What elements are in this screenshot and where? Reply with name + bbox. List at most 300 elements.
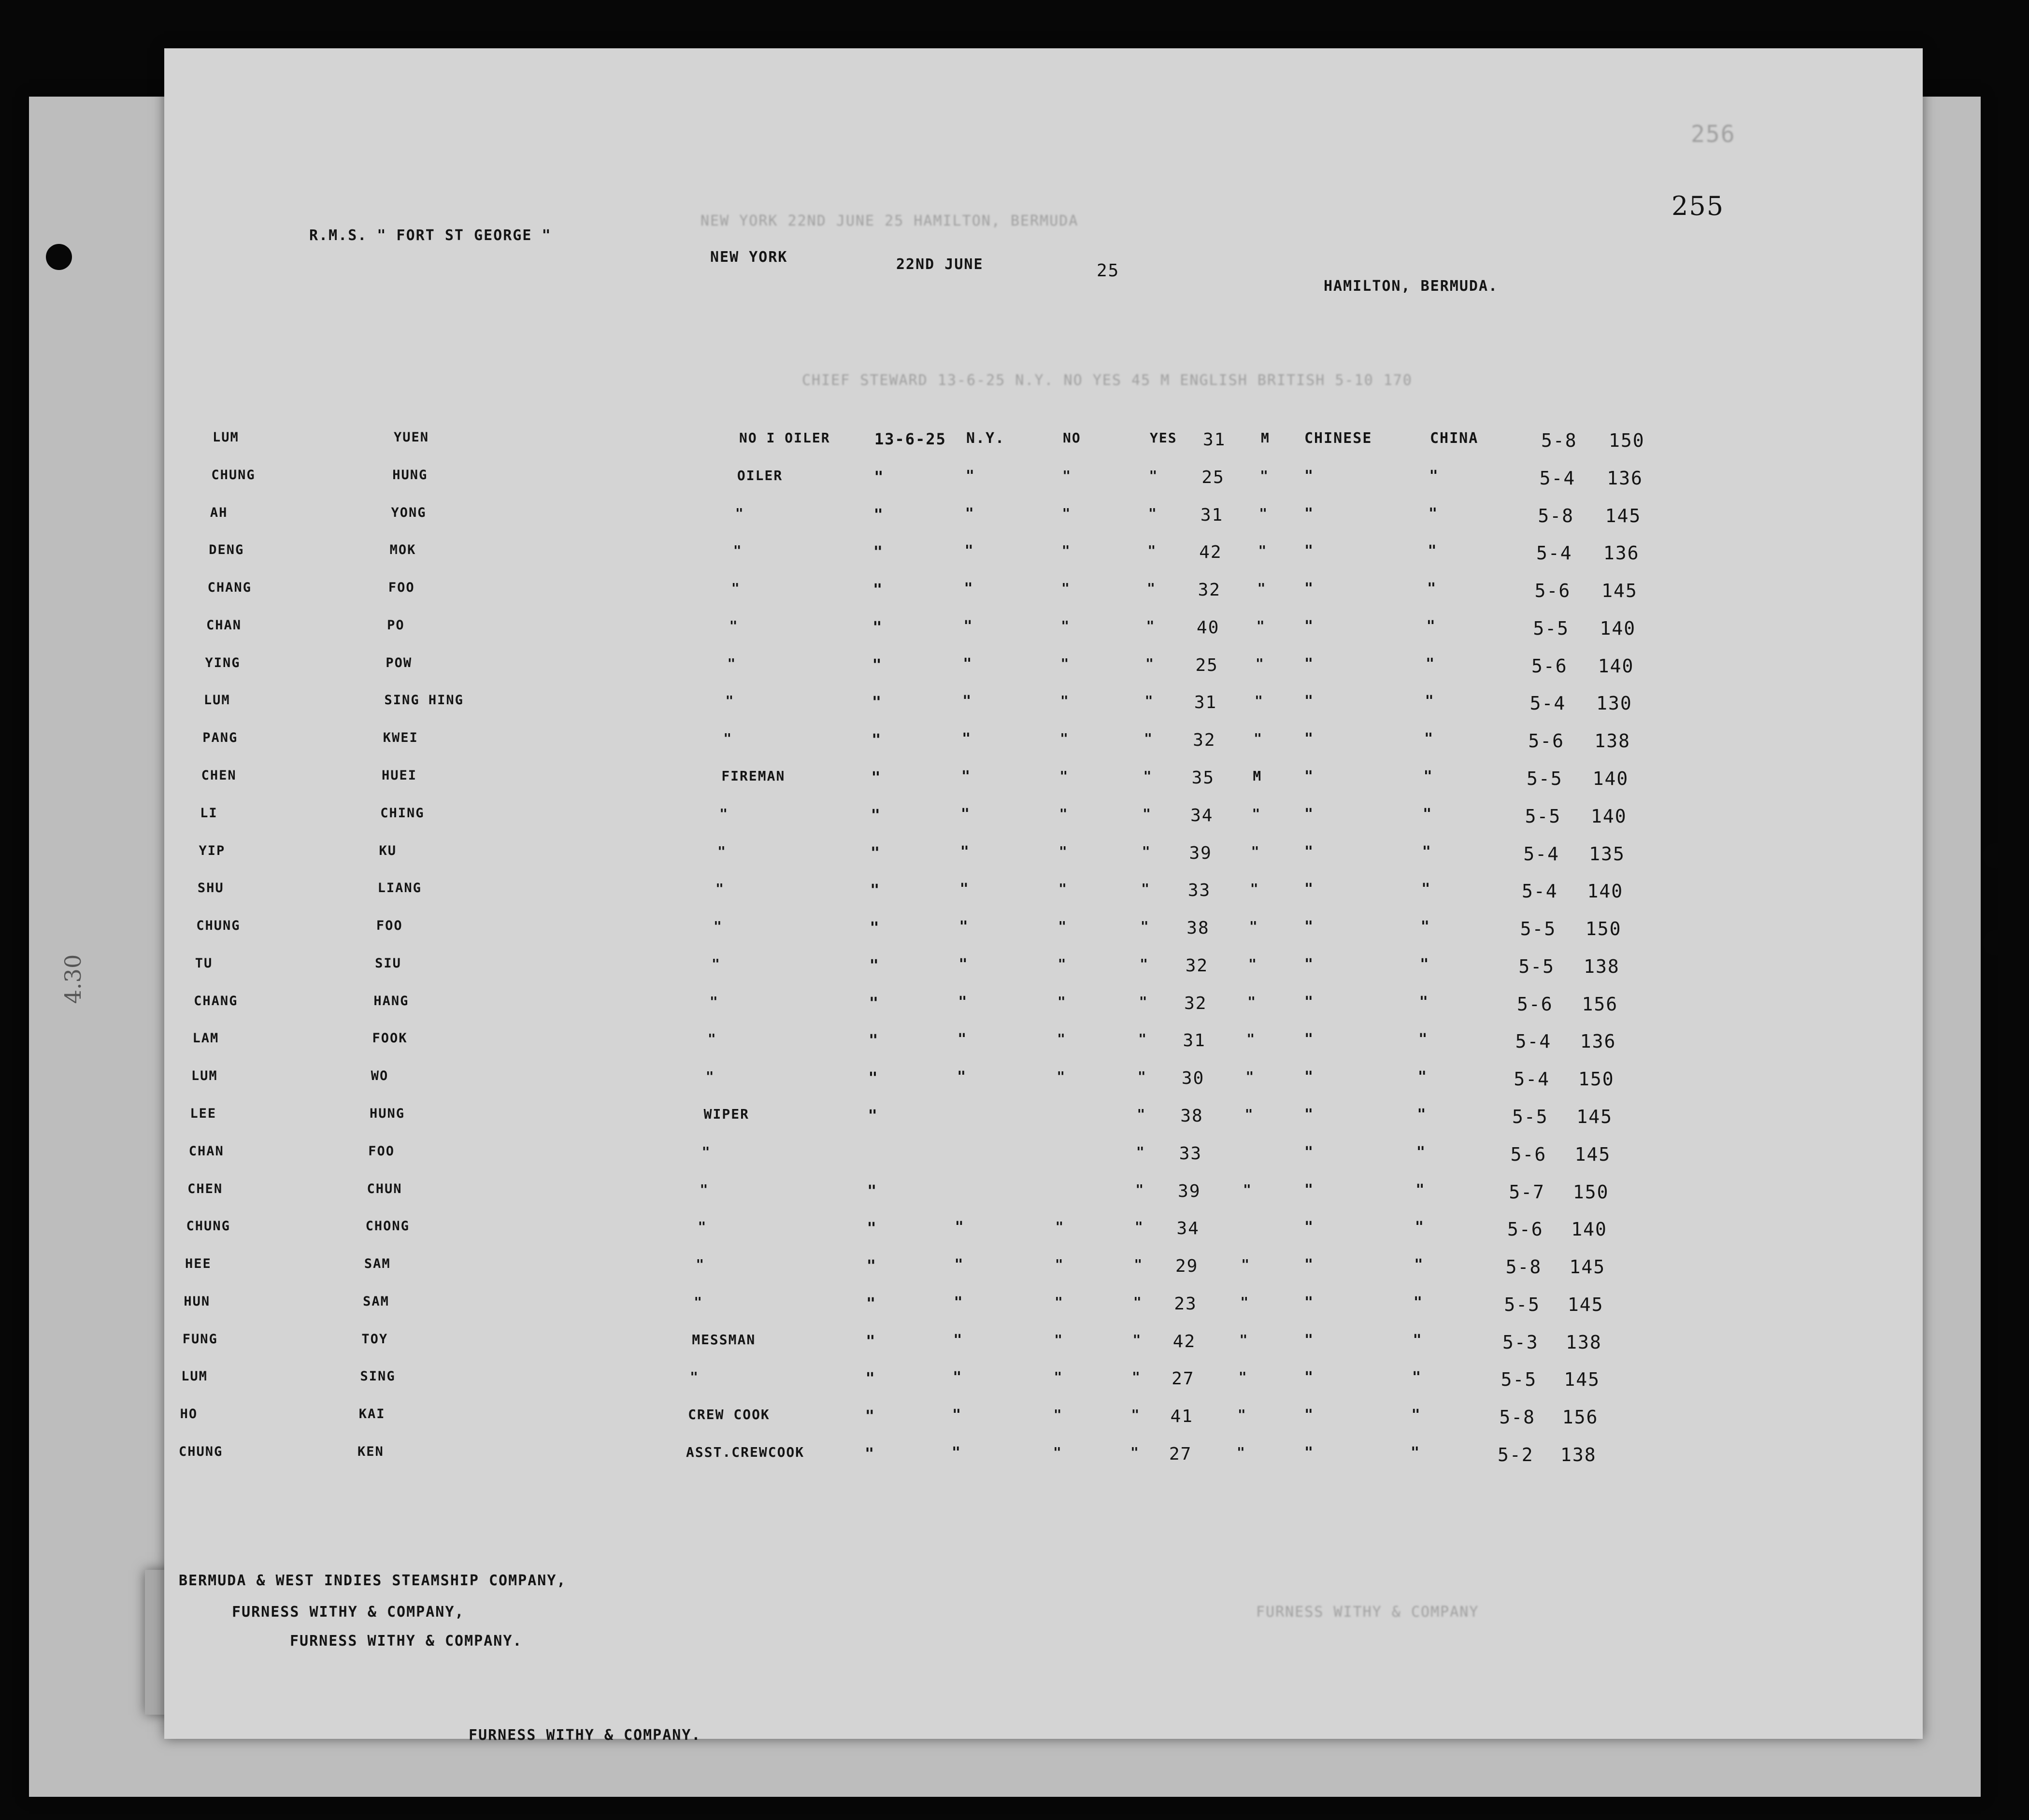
position-cell: "	[714, 918, 723, 935]
engaged-place-cell: "	[954, 1256, 964, 1274]
engaged-date-cell: 13-6-25	[874, 430, 946, 448]
birthplace-cell: "	[1412, 1369, 1422, 1386]
engaged-place-cell: "	[962, 693, 972, 710]
nationality-cell: "	[1304, 617, 1315, 635]
weight-cell: 156	[1562, 1407, 1599, 1428]
surname-cell: HUN	[184, 1294, 211, 1309]
column-a-cell: "	[1060, 655, 1070, 671]
height-cell: 5-5	[1500, 1369, 1537, 1391]
given-name-cell: CHING	[380, 805, 425, 821]
position-cell: "	[694, 1294, 703, 1310]
sex-cell: "	[1246, 1031, 1256, 1047]
age-cell: 38	[1180, 1106, 1203, 1126]
position-cell: MESSMAN	[692, 1331, 756, 1348]
nationality-cell: "	[1304, 1181, 1315, 1198]
surname-cell: YING	[205, 655, 241, 670]
weight-cell: 140	[1590, 805, 1627, 827]
position-cell: "	[700, 1181, 709, 1197]
surname-cell: FUNG	[182, 1331, 218, 1347]
engaged-date-cell: "	[866, 1331, 876, 1350]
birthplace-cell: "	[1417, 1068, 1428, 1086]
birthplace-cell: "	[1420, 918, 1430, 936]
ship-name: R.M.S. " FORT ST GEORGE "	[309, 227, 552, 244]
destination: HAMILTON, BERMUDA.	[1324, 278, 1499, 295]
sex-cell: "	[1237, 1444, 1246, 1460]
position-cell: "	[698, 1219, 707, 1235]
weight-cell: 130	[1596, 693, 1632, 714]
given-name-cell: LIANG	[377, 881, 422, 896]
given-name-cell: HANG	[373, 993, 409, 1009]
engaged-date-cell: "	[873, 542, 884, 561]
age-cell: 41	[1170, 1407, 1193, 1427]
column-a-cell: "	[1062, 467, 1072, 483]
sex-cell: "	[1249, 918, 1258, 935]
column-a-cell: "	[1054, 1294, 1064, 1310]
column-a-cell: "	[1057, 955, 1067, 972]
engaged-date-cell: "	[866, 1256, 877, 1275]
engaged-date-cell: "	[873, 580, 884, 599]
column-a-cell: "	[1061, 617, 1071, 634]
column-b-cell: "	[1133, 1294, 1143, 1310]
nationality-cell: "	[1304, 1031, 1315, 1048]
given-name-cell: HUEI	[382, 768, 417, 783]
engaged-place-cell: "	[953, 1369, 963, 1386]
age-cell: 27	[1172, 1369, 1195, 1389]
engaged-date-cell: "	[870, 918, 880, 937]
height-cell: 5-6	[1534, 580, 1571, 602]
age-cell: 39	[1189, 843, 1212, 863]
age-cell: 31	[1200, 505, 1224, 525]
given-name-cell: YUEN	[394, 430, 429, 445]
birthplace-cell: "	[1426, 655, 1436, 672]
given-name-cell: SING HING	[384, 693, 464, 708]
column-a-cell: "	[1060, 693, 1070, 709]
height-cell: 5-5	[1504, 1294, 1540, 1315]
weight-cell: 138	[1560, 1444, 1597, 1465]
footer-line-2: FURNESS WITHY & COMPANY,	[232, 1604, 465, 1621]
given-name-cell: SAM	[364, 1256, 391, 1272]
height-cell: 5-8	[1505, 1256, 1542, 1278]
age-cell: 32	[1193, 730, 1216, 751]
surname-cell: CHUNG	[211, 467, 256, 483]
surname-cell: LEE	[190, 1106, 217, 1121]
column-b-cell: "	[1135, 1181, 1145, 1197]
column-a-cell: "	[1054, 1369, 1063, 1385]
height-cell: 5-4	[1515, 1031, 1552, 1052]
weight-cell: 156	[1582, 993, 1618, 1015]
given-name-cell: PO	[387, 617, 405, 633]
engaged-place-cell: "	[961, 768, 972, 785]
surname-cell: LUM	[181, 1369, 208, 1384]
page-number: 255	[1672, 191, 1725, 221]
engaged-date-cell: "	[865, 1407, 875, 1425]
engaged-date-cell: "	[874, 467, 885, 486]
pencil-note: 4.30	[60, 954, 86, 1004]
engaged-place-cell: "	[962, 730, 972, 748]
weight-cell: 145	[1605, 505, 1642, 526]
sex-cell: "	[1252, 805, 1261, 822]
engaged-place-cell: N.Y.	[966, 430, 1005, 447]
column-b-cell: "	[1141, 881, 1151, 897]
given-name-cell: TOY	[361, 1331, 388, 1347]
weight-cell: 136	[1580, 1031, 1616, 1052]
height-cell: 5-5	[1533, 617, 1569, 639]
nationality-cell: "	[1304, 1331, 1315, 1349]
sex-cell: "	[1238, 1369, 1248, 1385]
age-cell: 34	[1190, 805, 1214, 825]
weight-cell: 138	[1584, 955, 1620, 977]
position-cell: "	[731, 580, 741, 597]
sex-cell: "	[1248, 955, 1257, 972]
age-cell: 42	[1199, 542, 1222, 563]
given-name-cell: HUNG	[392, 467, 428, 483]
engaged-place-cell: "	[965, 467, 975, 484]
position-cell: "	[711, 955, 721, 972]
column-b-cell: "	[1138, 1031, 1148, 1047]
surname-cell: CHANG	[194, 993, 238, 1009]
engaged-place-cell: "	[964, 542, 974, 560]
nationality-cell: "	[1304, 505, 1315, 522]
birthplace-cell: "	[1413, 1331, 1423, 1349]
surname-cell: LUM	[213, 430, 239, 445]
birthplace-cell: "	[1423, 768, 1433, 785]
height-cell: 5-5	[1518, 955, 1555, 977]
column-b-cell: "	[1139, 993, 1148, 1010]
position-cell: "	[733, 542, 743, 559]
birthplace-cell: "	[1420, 955, 1430, 973]
height-cell: 5-5	[1525, 805, 1561, 827]
birthplace-cell: "	[1414, 1256, 1424, 1274]
age-cell: 33	[1187, 881, 1211, 901]
nationality-cell: "	[1304, 843, 1315, 860]
position-cell: "	[709, 993, 719, 1010]
column-a-cell: "	[1054, 1331, 1064, 1348]
height-cell: 5-6	[1507, 1219, 1543, 1240]
height-cell: 5-6	[1510, 1143, 1547, 1165]
surname-cell: TU	[195, 955, 213, 971]
position-cell: "	[727, 655, 737, 671]
engaged-date-cell: "	[871, 768, 882, 786]
departure-date: 22ND JUNE	[896, 256, 984, 273]
nationality-cell: "	[1304, 730, 1315, 748]
given-name-cell: FOO	[388, 580, 415, 596]
surname-cell: CHUNG	[186, 1219, 230, 1234]
departure-year: 25	[1097, 261, 1120, 281]
engaged-date-cell: "	[869, 955, 880, 974]
engaged-date-cell: "	[872, 730, 882, 749]
weight-cell: 145	[1567, 1294, 1604, 1315]
engaged-place-cell: "	[957, 1068, 967, 1086]
column-a-cell: "	[1058, 843, 1068, 859]
height-cell: 5-6	[1531, 655, 1568, 677]
age-cell: 32	[1198, 580, 1221, 600]
engaged-date-cell: "	[872, 617, 883, 636]
column-a-cell: "	[1057, 1068, 1066, 1085]
column-b-cell: "	[1137, 1106, 1146, 1122]
birthplace-cell: "	[1413, 1294, 1423, 1311]
sex-cell: "	[1257, 580, 1267, 597]
given-name-cell: CHUN	[367, 1181, 402, 1196]
nationality-cell: "	[1304, 881, 1315, 898]
column-a-cell: "	[1059, 768, 1069, 784]
weight-cell: 138	[1594, 730, 1630, 752]
height-cell: 5-4	[1514, 1068, 1550, 1090]
sex-cell: "	[1250, 881, 1259, 897]
nationality-cell: "	[1304, 693, 1315, 710]
column-a-cell: "	[1053, 1444, 1062, 1460]
surname-cell: PANG	[202, 730, 238, 746]
nationality-cell: "	[1304, 1256, 1315, 1274]
position-cell: "	[717, 843, 727, 859]
surname-cell: CHEN	[201, 768, 237, 783]
surname-cell: CHAN	[206, 617, 242, 633]
engaged-date-cell: "	[869, 1031, 879, 1050]
position-cell: "	[696, 1256, 705, 1273]
surname-cell: HEE	[185, 1256, 212, 1272]
surname-cell: DENG	[209, 542, 244, 558]
position-cell: "	[715, 881, 725, 897]
position-cell: "	[701, 1143, 711, 1160]
manifest-page	[164, 48, 1923, 1739]
given-name-cell: FOO	[376, 918, 403, 934]
position-cell: WIPER	[703, 1106, 749, 1122]
height-cell: 5-5	[1512, 1106, 1548, 1127]
surname-cell: CHUNG	[179, 1444, 223, 1459]
age-cell: 25	[1201, 467, 1225, 487]
column-b-cell: "	[1143, 768, 1153, 784]
engaged-date-cell: "	[865, 1444, 875, 1463]
birthplace-cell: "	[1427, 580, 1437, 597]
position-cell: CREW COOK	[688, 1407, 770, 1423]
column-b-cell: "	[1147, 580, 1156, 597]
weight-cell: 136	[1607, 467, 1643, 489]
surname-cell: LI	[200, 805, 218, 821]
position-cell: "	[729, 617, 739, 634]
age-cell: 33	[1179, 1143, 1202, 1164]
column-b-cell: "	[1148, 505, 1157, 521]
sex-cell: "	[1245, 1068, 1255, 1085]
nationality-cell: "	[1304, 1294, 1315, 1311]
surname-cell: CHUNG	[196, 918, 241, 934]
surname-cell: LUM	[203, 693, 230, 708]
column-a-cell: "	[1061, 580, 1071, 597]
engaged-date-cell: "	[868, 1068, 879, 1087]
column-a-cell: "	[1061, 542, 1071, 559]
given-name-cell: KEN	[357, 1444, 384, 1459]
weight-cell: 140	[1600, 617, 1636, 639]
age-cell: 32	[1184, 993, 1207, 1013]
given-name-cell: KAI	[358, 1407, 386, 1422]
engaged-place-cell: "	[960, 843, 970, 860]
sex-cell: "	[1241, 1256, 1251, 1273]
surname-cell: CHANG	[207, 580, 252, 596]
nationality-cell: "	[1304, 1407, 1315, 1424]
position-cell: "	[705, 1068, 715, 1085]
birthplace-cell: "	[1415, 1181, 1426, 1198]
age-cell: 35	[1191, 768, 1215, 788]
ghost-header: NEW YORK 22ND JUNE 25 HAMILTON, BERMUDA	[700, 213, 1079, 229]
weight-cell: 140	[1571, 1219, 1607, 1240]
height-cell: 5-5	[1527, 768, 1563, 789]
weight-cell: 150	[1609, 430, 1645, 451]
nationality-cell: "	[1304, 467, 1315, 484]
engaged-date-cell: "	[870, 843, 881, 862]
nationality-cell: "	[1304, 1369, 1315, 1386]
column-b-cell: "	[1146, 617, 1156, 634]
birthplace-cell: "	[1415, 1219, 1425, 1236]
given-name-cell: POW	[386, 655, 413, 670]
nationality-cell: "	[1304, 542, 1315, 560]
age-cell: 31	[1203, 430, 1226, 450]
column-b-cell: "	[1132, 1331, 1142, 1348]
weight-cell: 140	[1592, 768, 1629, 789]
height-cell: 5-5	[1520, 918, 1557, 940]
column-b-cell: "	[1137, 1068, 1147, 1085]
column-a-cell: "	[1058, 881, 1068, 897]
footer-line-1: BERMUDA & WEST INDIES STEAMSHIP COMPANY,	[179, 1572, 567, 1589]
birthplace-cell: "	[1421, 881, 1431, 898]
nationality-cell: "	[1304, 955, 1315, 973]
given-name-cell: WO	[371, 1068, 389, 1084]
sex-cell: "	[1260, 467, 1269, 483]
surname-cell: LAM	[192, 1031, 219, 1046]
engaged-date-cell: "	[866, 1294, 877, 1312]
nationality-cell: "	[1304, 805, 1315, 823]
footer-line-4: FURNESS WITHY & COMPANY.	[469, 1727, 701, 1744]
engaged-place-cell: "	[957, 1031, 968, 1048]
ghost-line: CHIEF STEWARD 13-6-25 N.Y. NO YES 45 M ENGLISH BRITISH 5-10 170	[802, 372, 1413, 389]
column-a-cell: "	[1053, 1407, 1063, 1423]
surname-cell: CHAN	[188, 1143, 224, 1159]
weight-cell: 136	[1603, 542, 1640, 564]
birthplace-cell: "	[1422, 843, 1432, 860]
engaged-date-cell: "	[868, 1106, 878, 1124]
column-b-cell: "	[1131, 1407, 1141, 1423]
age-cell: 27	[1169, 1444, 1192, 1464]
departure-port: NEW YORK	[710, 249, 788, 266]
given-name-cell: MOK	[389, 542, 416, 558]
birthplace-cell: CHINA	[1430, 430, 1479, 447]
engaged-place-cell: "	[959, 881, 970, 898]
age-cell: 38	[1186, 918, 1210, 938]
age-cell: 29	[1175, 1256, 1199, 1277]
age-cell: 25	[1195, 655, 1218, 675]
column-b-cell: "	[1145, 655, 1155, 671]
sex-cell: "	[1243, 1181, 1252, 1197]
engaged-place-cell: "	[960, 805, 971, 823]
punch-hole	[1983, 930, 2009, 956]
surname-cell: LUM	[191, 1068, 218, 1084]
column-b-cell: "	[1131, 1369, 1141, 1385]
column-b-cell: "	[1143, 805, 1152, 822]
column-a-cell: "	[1059, 805, 1069, 822]
position-cell: ASST.CREWCOOK	[686, 1444, 805, 1460]
ghost-footer: FURNESS WITHY & COMPANY	[1256, 1604, 1479, 1621]
birthplace-cell: "	[1423, 805, 1433, 823]
given-name-cell: FOO	[368, 1143, 395, 1159]
engaged-place-cell: "	[952, 1444, 962, 1461]
engaged-place-cell: "	[958, 955, 969, 973]
weight-cell: 150	[1585, 918, 1622, 940]
engaged-date-cell: "	[871, 805, 881, 824]
height-cell: 5-6	[1528, 730, 1564, 752]
nationality-cell: "	[1304, 1444, 1315, 1461]
weight-cell: 145	[1601, 580, 1638, 602]
sex-cell: M	[1253, 768, 1262, 784]
height-cell: 5-4	[1539, 467, 1576, 489]
column-b-cell: "	[1147, 542, 1157, 559]
weight-cell: 145	[1574, 1143, 1611, 1165]
birthplace-cell: "	[1429, 505, 1439, 522]
given-name-cell: SIU	[375, 955, 401, 971]
height-cell: 5-4	[1522, 881, 1558, 902]
nationality-cell: "	[1304, 1068, 1315, 1086]
engaged-place-cell: "	[959, 918, 969, 936]
engaged-date-cell: "	[870, 881, 881, 899]
nationality-cell: "	[1304, 993, 1315, 1010]
nationality-cell: "	[1304, 768, 1315, 785]
column-a-cell: "	[1057, 993, 1067, 1010]
column-a-cell: "	[1055, 1256, 1064, 1273]
column-b-cell: "	[1140, 918, 1150, 935]
nationality-cell: "	[1304, 580, 1315, 597]
height-cell: 5-8	[1538, 505, 1574, 526]
position-cell: "	[719, 805, 729, 822]
engaged-date-cell: "	[867, 1181, 878, 1200]
birthplace-cell: "	[1426, 617, 1436, 635]
nationality-cell: "	[1304, 1143, 1315, 1161]
punch-hole	[46, 244, 72, 270]
sex-cell: "	[1258, 542, 1268, 559]
engaged-place-cell: "	[958, 993, 968, 1010]
column-b-cell: "	[1144, 693, 1154, 709]
height-cell: 5-2	[1498, 1444, 1534, 1465]
engaged-place-cell: "	[953, 1331, 963, 1349]
height-cell: 5-6	[1517, 993, 1553, 1015]
sex-cell: "	[1259, 505, 1269, 521]
weight-cell: 140	[1598, 655, 1634, 677]
given-name-cell: YONG	[391, 505, 427, 520]
position-cell: "	[735, 505, 744, 521]
birthplace-cell: "	[1428, 542, 1438, 560]
column-b-cell: "	[1142, 843, 1151, 859]
given-name-cell: HUNG	[370, 1106, 405, 1121]
column-b-cell: "	[1134, 1256, 1143, 1273]
engaged-place-cell: "	[955, 1219, 965, 1236]
age-cell: 39	[1178, 1181, 1201, 1201]
column-b-cell: "	[1130, 1444, 1140, 1460]
sex-cell: "	[1251, 843, 1260, 859]
engaged-place-cell: "	[954, 1294, 964, 1311]
position-cell: FIREMAN	[721, 768, 786, 784]
given-name-cell: KU	[379, 843, 397, 858]
column-b-cell: "	[1136, 1143, 1145, 1160]
column-b-cell: YES	[1150, 430, 1177, 446]
column-a-cell: NO	[1063, 430, 1081, 446]
height-cell: 5-4	[1529, 693, 1566, 714]
weight-cell: 145	[1576, 1106, 1613, 1127]
surname-cell: AH	[210, 505, 228, 520]
position-cell: NO I OILER	[739, 430, 830, 446]
age-cell: 31	[1183, 1031, 1206, 1051]
given-name-cell: CHONG	[365, 1219, 410, 1234]
weight-cell: 145	[1569, 1256, 1606, 1278]
age-cell: 23	[1174, 1294, 1197, 1314]
sex-cell: "	[1237, 1407, 1247, 1423]
nationality-cell: "	[1304, 1106, 1315, 1123]
nationality-cell: "	[1304, 1219, 1315, 1236]
age-cell: 30	[1181, 1068, 1205, 1089]
